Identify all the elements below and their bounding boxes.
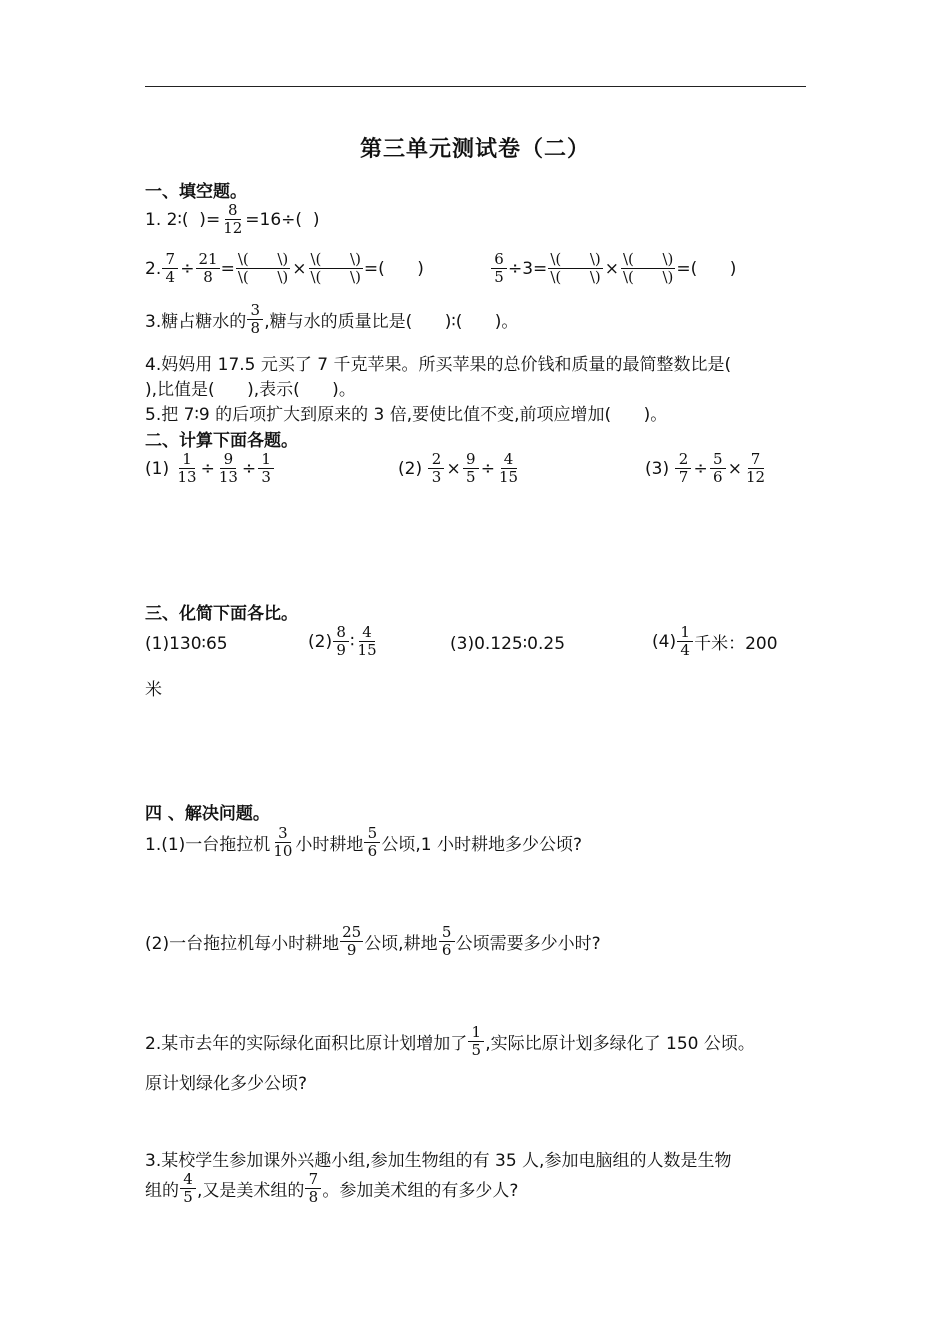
problem-4-3-line-2 (145, 1172, 518, 1205)
denominator: 7 (678, 468, 689, 486)
q2-blank-fraction-2 (309, 252, 363, 285)
numerator: \( \) (237, 250, 289, 268)
denominator: 12 (223, 219, 243, 237)
problem-label: (4) (652, 631, 677, 652)
problem-label: (3) (645, 458, 675, 479)
numerator: 1 (468, 1025, 484, 1042)
problem-4-2 (145, 1025, 755, 1058)
denominator: 12 (745, 468, 766, 486)
fraction (677, 625, 693, 658)
denominator: 8 (250, 319, 260, 337)
operator: ÷ (200, 458, 215, 479)
numerator: 8 (333, 625, 349, 642)
page-title: 第三单元测试卷（二） (359, 136, 590, 162)
denominator: 5 (183, 1188, 193, 1206)
section-4-heading: 四 、解决问题。 (145, 804, 270, 824)
numerator: 4 (359, 625, 375, 642)
numerator: 9 (463, 452, 479, 469)
denominator: \( \) (237, 268, 289, 286)
problem-4-3-line-1: 3.某校学生参加课外兴趣小组,参加生物组的有 35 人,参加电脑组的人数是生物 (145, 1151, 732, 1171)
q2-answer-blank-2: =( ) (676, 258, 737, 279)
text: 1.(1)一台拖拉机 (145, 835, 271, 855)
fraction (675, 452, 691, 485)
denominator: \( \) (310, 268, 361, 286)
numerator: 4 (180, 1172, 196, 1189)
denominator: 5 (465, 468, 476, 486)
text: 。参加美术组的有多少人? (322, 1181, 519, 1201)
denominator: 15 (498, 468, 519, 486)
fraction (340, 925, 363, 958)
numerator: \( \) (550, 250, 601, 268)
ratio-3-4 (652, 625, 778, 658)
question-1-4-line-1: 4.妈妈用 17.5 元买了 7 千克苹果。所买苹果的总价钱和质量的最简整数比是( (145, 355, 732, 375)
denominator: 5 (494, 268, 504, 286)
q2-blank-fraction-1 (236, 252, 290, 285)
question-1-1 (145, 203, 320, 236)
fraction (439, 925, 455, 958)
denominator: 6 (441, 941, 452, 959)
text: ,又是美术组的 (197, 1181, 305, 1201)
denominator: 9 (336, 641, 346, 659)
operator: × (446, 458, 461, 479)
q1-text-b: )= (188, 209, 221, 230)
problem-4-1-1 (145, 826, 582, 859)
divide-sign: ÷ (180, 258, 195, 279)
q2-blank-fraction-4 (621, 252, 675, 285)
fraction (217, 452, 240, 485)
fraction (356, 625, 379, 658)
q1-text-c: =16÷( (245, 209, 303, 230)
numerator: 5 (710, 452, 726, 469)
question-1-3 (145, 303, 518, 336)
fraction (710, 452, 726, 485)
fraction (364, 826, 380, 859)
q2-fraction-6-5 (491, 252, 507, 285)
fraction (463, 452, 479, 485)
text: ,实际比原计划多绿化了 150 公顷。 (485, 1034, 755, 1054)
denominator: 4 (680, 641, 690, 659)
numerator: 3 (247, 303, 263, 320)
q2-answer-blank-1: =( ) (363, 258, 424, 279)
problem-4-1-2 (145, 925, 601, 958)
denominator: 6 (367, 842, 378, 860)
text: 小时耕地 (295, 835, 364, 855)
text: 公顷需要多少小时? (455, 934, 601, 954)
denominator: 8 (308, 1188, 319, 1206)
numerator: 9 (220, 452, 236, 469)
problem-4-2-line-2: 原计划绿化多少公顷? (145, 1074, 308, 1094)
fraction (333, 625, 349, 658)
fraction (180, 1172, 196, 1205)
section-3-heading: 三、化简下面各比。 (145, 604, 298, 624)
numerator: 2 (428, 452, 444, 469)
problem-label: (2) (308, 631, 333, 652)
text: 组的 (145, 1181, 179, 1201)
denominator: 6 (712, 468, 723, 486)
ratio-sign: ∶ (350, 631, 355, 652)
q1-fraction (221, 203, 244, 236)
text: 公顷,1 小时耕地多少公顷? (381, 835, 583, 855)
fraction (468, 1025, 484, 1058)
operator: ÷ (693, 458, 708, 479)
q3-text-a: 3.糖占糖水的 (145, 312, 247, 332)
fraction (497, 452, 520, 485)
numerator: 5 (439, 925, 455, 942)
numerator: 7 (748, 452, 764, 469)
numerator: 25 (342, 923, 362, 941)
denominator: 13 (177, 468, 197, 486)
ratio-3-4-wrap: 米 (145, 680, 162, 700)
question-1-2-part-b (490, 252, 736, 285)
times-sign: × (292, 258, 307, 279)
problem-2-2 (398, 452, 521, 485)
numerator: \( \) (310, 250, 361, 268)
ratio-3-4-rest: 千米：200 (694, 634, 778, 654)
times-sign: × (604, 258, 619, 279)
question-1-5: 5.把 7∶9 的后项扩大到原来的 3 倍,要使比值不变,前项应增加( )。 (145, 405, 668, 425)
q3-fraction (247, 303, 263, 336)
numerator: 5 (364, 826, 380, 843)
denominator: 9 (346, 941, 357, 959)
q2-fraction-7-4 (162, 252, 178, 285)
denominator: 4 (165, 268, 175, 286)
q2-divide-3: ÷3= (508, 258, 548, 279)
numerator: 7 (305, 1172, 321, 1189)
equals-sign: = (220, 258, 235, 279)
denominator: 15 (357, 641, 377, 659)
q2-fraction-21-8 (196, 252, 219, 285)
operator: × (727, 458, 742, 479)
denominator: \( \) (550, 268, 601, 286)
problem-label: (2) (398, 458, 428, 479)
operator: ÷ (480, 458, 495, 479)
q1-text-d: ) (302, 209, 320, 230)
problem-2-3 (645, 452, 768, 485)
numerator: 1 (179, 452, 195, 469)
numerator: 2 (675, 452, 691, 469)
denominator: 3 (431, 468, 442, 486)
fraction (744, 452, 767, 485)
problem-label: (1) (145, 458, 175, 479)
denominator: 5 (471, 1041, 481, 1059)
text: (2)一台拖拉机每小时耕地 (145, 934, 340, 954)
numerator: 8 (225, 203, 241, 220)
denominator: 8 (203, 268, 213, 286)
denominator: 10 (273, 842, 293, 860)
problem-2-1 (145, 452, 275, 485)
fraction (175, 452, 198, 485)
fraction (428, 452, 444, 485)
numerator: 1 (677, 625, 693, 642)
numerator: 7 (162, 252, 178, 269)
header-rule (145, 86, 806, 87)
fraction (305, 1172, 321, 1205)
numerator: 21 (198, 250, 218, 268)
numerator: 4 (501, 452, 517, 469)
text: 公顷,耕地 (364, 934, 438, 954)
denominator: 13 (218, 468, 238, 486)
numerator: \( \) (622, 250, 674, 268)
numerator: 1 (258, 452, 274, 469)
q2-lead: 2. (145, 258, 162, 279)
section-1-heading: 一、填空题。 (145, 182, 247, 202)
q2-blank-fraction-3 (548, 252, 602, 285)
section-2-heading: 二、计算下面各题。 (145, 431, 298, 451)
denominator: 3 (261, 468, 271, 486)
fraction (271, 826, 294, 859)
numerator: 6 (491, 252, 507, 269)
ratio-3-3: (3)0.125∶0.25 (450, 634, 566, 654)
ratio-3-2 (308, 625, 380, 658)
denominator: \( \) (622, 268, 674, 286)
question-1-4-line-2: ),比值是( ),表示( )。 (145, 380, 356, 400)
q1-text-a: 1. 2∶( (145, 209, 189, 230)
text: 2.某市去年的实际绿化面积比原计划增加了 (145, 1034, 468, 1054)
fraction (258, 452, 274, 485)
ratio-3-1: (1)130∶65 (145, 634, 228, 654)
numerator: 3 (275, 826, 291, 843)
question-1-2 (145, 252, 424, 285)
q3-text-b: ,糖与水的质量比是( )∶( )。 (264, 312, 519, 332)
operator: ÷ (241, 458, 257, 479)
